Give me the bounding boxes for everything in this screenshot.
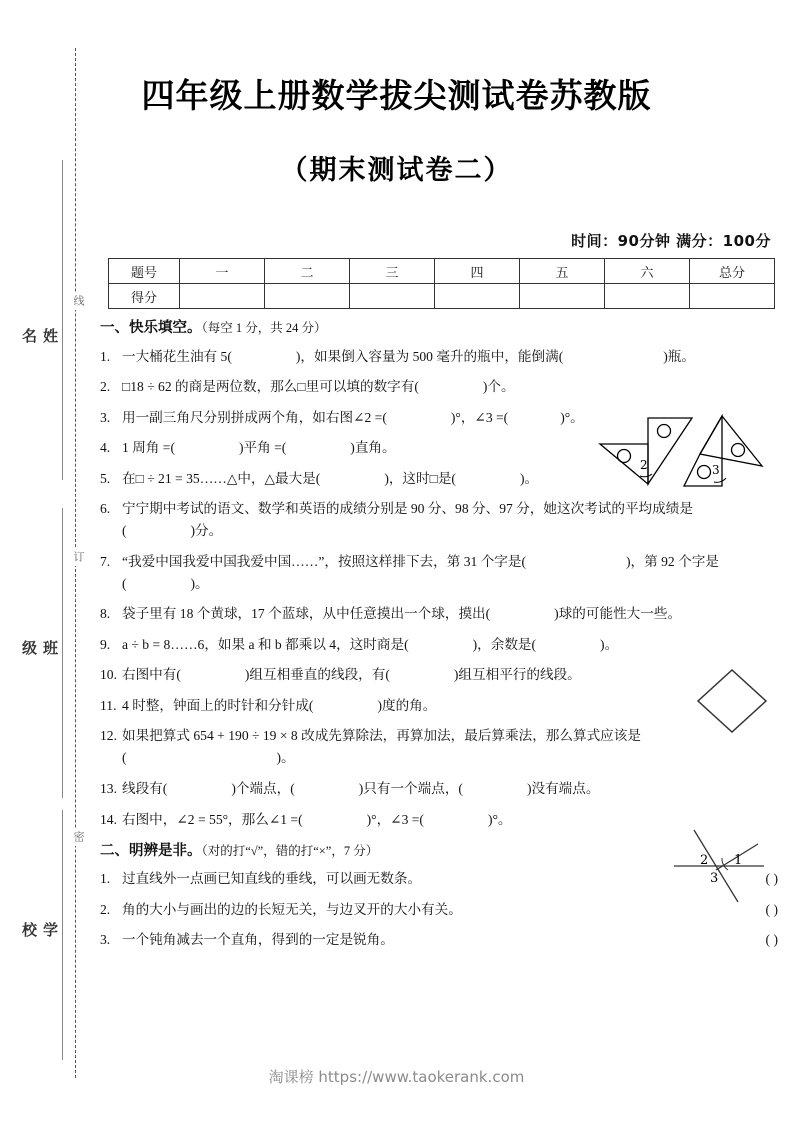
page-subtitle: （期末测试卷二） — [280, 155, 513, 186]
score-table-label-score: 得分 — [109, 284, 180, 309]
angle-label-3: 3 — [710, 871, 719, 886]
question-1-5 — [100, 468, 682, 490]
table-row-scores — [109, 284, 775, 309]
score-cell-1[interactable] — [180, 284, 265, 309]
question-text-d: )。 — [190, 575, 209, 591]
section-heading-fill-blanks — [100, 318, 778, 340]
triangle-rulers-figure — [596, 414, 782, 505]
question-text-b: )组互相垂直的线段，有( — [244, 667, 390, 683]
angle-label-2: 2 — [700, 853, 709, 868]
field-label-name: 姓名 — [20, 328, 58, 346]
question-text-c: )直角。 — [350, 440, 396, 456]
question-1-4 — [100, 437, 682, 459]
question-text-a: 角的大小与画出的边的长短无关，与边叉开的大小有关。 — [122, 901, 462, 917]
question-1-13 — [100, 778, 778, 800]
true-false-answer-blank[interactable]: ( ) — [765, 901, 778, 917]
question-number: 13. — [100, 780, 117, 796]
question-text-b: ( — [122, 523, 127, 539]
intersecting-lines-figure — [672, 828, 778, 909]
question-text-b: )，如果倒入容量为 500 毫升的瓶中，能倒满( — [295, 348, 564, 364]
score-table-col-3: 三 — [350, 259, 435, 284]
table-row-question-numbers — [109, 259, 775, 284]
question-text-b: )个。 — [482, 379, 515, 395]
question-number: 4. — [100, 440, 111, 456]
rhombus-svg — [694, 666, 770, 736]
question-number: 10. — [100, 667, 117, 683]
question-number: 2. — [100, 901, 111, 917]
question-text-d: )没有端点。 — [526, 780, 600, 796]
question-text-c: )。 — [519, 470, 539, 486]
rhombus-figure — [694, 666, 770, 741]
field-rule-class — [62, 508, 63, 798]
question-text-c: )。 — [600, 636, 619, 652]
question-text-b: )平角 =( — [238, 440, 287, 456]
score-table-label-question: 题号 — [109, 259, 180, 284]
field-rule-name — [62, 160, 63, 480]
score-cell-5[interactable] — [520, 284, 605, 309]
score-table — [108, 258, 775, 309]
question-text-b: )°，∠3 =( — [450, 409, 509, 425]
question-number: 5. — [100, 470, 111, 486]
field-label-class: 班级 — [20, 640, 58, 658]
question-text-a: 右图中，∠2 = 55°，那么∠1 =( — [122, 811, 303, 827]
question-text-a: “我爱中国我爱中国我爱中国……”，按照这样排下去，第 31 个字是( — [122, 553, 527, 569]
score-table-col-5: 五 — [520, 259, 605, 284]
question-text-a: 用一副三角尺分别拼成两个角，如右图∠2 =( — [122, 409, 387, 425]
seal-char-secret: 密 — [66, 828, 86, 846]
question-1-11 — [100, 695, 778, 717]
question-text-a: 1 周角 =( — [122, 440, 175, 456]
question-text-a: 一大桶花生油有 5( — [122, 348, 232, 364]
section-2-title: 二、明辨是非。 — [100, 842, 202, 859]
question-text-b: )球的可能性大一些。 — [554, 606, 682, 622]
field-rule-school — [62, 810, 63, 1060]
question-text-c: )组互相平行的线段。 — [453, 667, 581, 683]
question-text-a: 如果把算式 654 + 190 ÷ 19 × 8 改成先算除法，再算加法，最后算乘法，那么算式应该是 — [122, 728, 641, 744]
score-table-col-2: 二 — [265, 259, 350, 284]
question-text-a: □18 ÷ 62 的商是两位数，那么□里可以填的数字有( — [122, 379, 419, 395]
question-text-a: 一个钝角减去一个直角，得到的一定是锐角。 — [122, 932, 394, 948]
question-1-10 — [100, 664, 697, 686]
score-table-col-1: 一 — [180, 259, 265, 284]
question-number: 11. — [100, 697, 117, 713]
seal-char-line: 线 — [66, 292, 86, 310]
score-table-col-4: 四 — [435, 259, 520, 284]
section-1-title: 一、快乐填空。 — [100, 320, 202, 336]
question-1-14 — [100, 809, 682, 831]
question-text-b: )个端点，( — [231, 780, 295, 796]
question-text-c: )分。 — [190, 523, 223, 539]
question-text-a: 右图中有( — [122, 667, 181, 683]
question-text-c: )瓶。 — [663, 348, 695, 364]
question-number: 1. — [100, 871, 111, 887]
question-text-a: 4 时整，钟面上的时针和分针成( — [122, 697, 314, 713]
question-text-a: 袋子里有 18 个黄球，17 个蓝球，从中任意摸出一个球，摸出( — [122, 606, 491, 622]
score-cell-total[interactable] — [690, 284, 775, 309]
question-number: 7. — [100, 553, 111, 569]
score-table-col-6: 六 — [605, 259, 690, 284]
question-1-7 — [100, 551, 778, 595]
question-text-c: )只有一个端点，( — [358, 780, 463, 796]
question-number: 3. — [100, 409, 111, 425]
score-cell-3[interactable] — [350, 284, 435, 309]
question-text-b: )°，∠3 =( — [366, 811, 424, 827]
score-table-col-total: 总分 — [690, 259, 775, 284]
page-title: 四年级上册数学拔尖测试卷苏教版 — [141, 76, 652, 115]
question-number: 12. — [100, 728, 117, 744]
section-2-points: （对的打“√”，错的打“×”，7 分） — [201, 843, 379, 858]
exam-meta: 时间：90分钟 满分：100分 — [571, 232, 771, 250]
question-text-b: )，第 92 个字是 — [626, 553, 719, 569]
score-cell-4[interactable] — [435, 284, 520, 309]
angle-label-3: 3 — [712, 463, 720, 477]
question-text-a: 线段有( — [122, 780, 168, 796]
question-text-c: ( — [122, 575, 127, 591]
question-number: 1. — [100, 348, 111, 364]
question-1-12 — [100, 725, 778, 769]
question-text-a: a ÷ b = 8……6，如果 a 和 b 都乘以 4，这时商是( — [122, 636, 409, 652]
question-text-b: )，余数是( — [472, 636, 537, 652]
field-label-school: 学校 — [20, 922, 58, 940]
question-number: 9. — [100, 636, 111, 652]
question-1-1 — [100, 346, 778, 368]
question-text-c: )。 — [276, 750, 295, 766]
true-false-answer-blank[interactable]: ( ) — [765, 932, 778, 948]
score-cell-2[interactable] — [265, 284, 350, 309]
question-text-c: )°。 — [560, 409, 584, 425]
question-1-8 — [100, 603, 778, 625]
question-text-b: )度的角。 — [377, 697, 437, 713]
score-cell-6[interactable] — [605, 284, 690, 309]
question-1-3 — [100, 407, 682, 429]
true-false-answer-blank[interactable]: ( ) — [765, 871, 778, 887]
question-text-a: 过直线外一点画已知直线的垂线，可以画无数条。 — [122, 871, 422, 887]
question-number: 2. — [100, 379, 111, 395]
question-number: 14. — [100, 811, 117, 827]
section-1-points: （每空 1 分，共 24 分） — [201, 321, 327, 335]
triangle-rulers-svg — [596, 414, 782, 500]
question-text-b: ( — [122, 750, 127, 766]
site-watermark: 淘课榜 https://www.taokerank.com — [268, 1068, 525, 1086]
question-number: 6. — [100, 501, 111, 517]
question-text-c: )°。 — [487, 811, 512, 827]
question-1-2 — [100, 376, 778, 398]
angle-label-1: 1 — [734, 853, 743, 868]
angle-label-2: 2 — [640, 458, 648, 472]
question-2-3 — [100, 929, 778, 951]
intersecting-lines-svg — [672, 828, 778, 904]
question-text-a: 宁宁期中考试的语文、数学和英语的成绩分别是 90 分、98 分、97 分，她这次考试的平均成绩是 — [122, 501, 693, 517]
question-number: 8. — [100, 606, 111, 622]
question-text-a: 在□ ÷ 21 = 35……△中，△最大是( — [122, 470, 321, 486]
question-1-9 — [100, 634, 778, 656]
seal-char-bind: 订 — [66, 548, 86, 566]
question-number: 3. — [100, 932, 111, 948]
question-text-b: )，这时□是( — [384, 470, 456, 486]
